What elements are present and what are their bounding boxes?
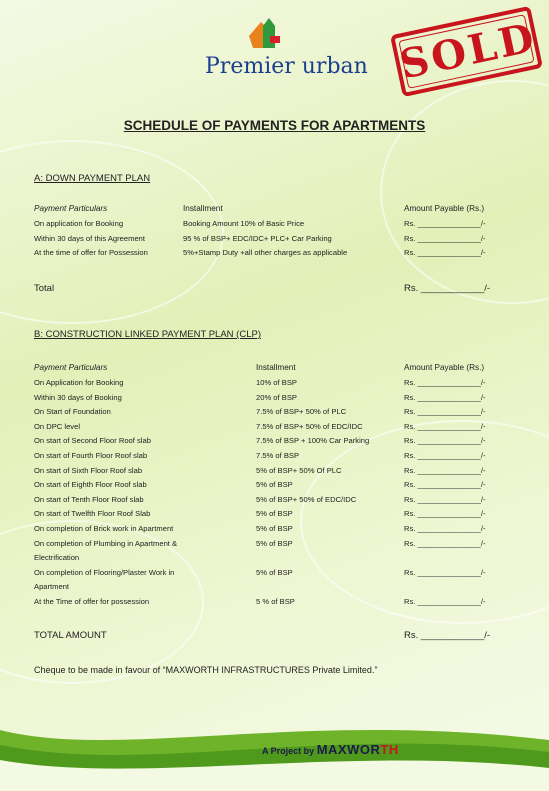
background-swirl	[0, 140, 224, 324]
particulars-cell: At the Time of offer for possession	[34, 597, 150, 606]
installment-cell: 5% of BSP+ 50% of EDC/IDC	[256, 494, 357, 504]
installment-cell: Installment	[256, 363, 296, 372]
amount-cell: Rs. _______________/-	[404, 524, 486, 533]
installment-cell: 5%+Stamp Duty +all other charges as applicable	[183, 248, 348, 257]
installment-cell: 5% of BSP	[256, 524, 293, 533]
amount-cell: Rs. _______________/-	[404, 451, 486, 460]
installment-cell: 20% of BSP	[256, 392, 297, 402]
sold-stamp: SOLD	[390, 6, 543, 97]
footer-brand	[262, 742, 399, 757]
amount-cell: Rs. _______________/-	[404, 378, 486, 387]
particulars-cell: On start of Tenth Floor Roof slab	[34, 494, 144, 504]
clp-heading: B: CONSTRUCTION LINKED PAYMENT PLAN (CLP)	[34, 329, 261, 340]
amount-cell: Rs. _______________/-	[404, 219, 486, 228]
installment-cell: 95 % of BSP+ EDC/IDC+ PLC+ Car Parking	[183, 233, 332, 243]
installment-cell: 7.5% of BSP + 100% Car Parking	[256, 436, 370, 446]
installment-cell: 5% of BSP+ 50% Of PLC	[256, 465, 342, 475]
particulars-cell: On Start of Foundation	[34, 407, 111, 417]
amount-cell: Amount Payable (Rs.)	[404, 204, 485, 213]
particulars-cell: At the time of offer for Possession	[34, 248, 148, 257]
installment-cell: 7.5% of BSP+ 50% of PLC	[256, 407, 347, 417]
amount-cell: Rs. _______________/-	[404, 436, 486, 446]
particulars-cell: On start of Second Floor Roof slab	[34, 436, 151, 446]
amount-cell: Rs. _______________/-	[404, 465, 486, 475]
logo-text: Premier urban	[205, 54, 368, 79]
amount-cell: Rs. _______________/-	[404, 233, 486, 243]
particulars-cell: On start of Twelfth Floor Roof Slab	[34, 509, 151, 519]
total-label: Total	[34, 283, 55, 294]
total-label: TOTAL AMOUNT	[34, 630, 107, 641]
amount-cell: Rs. _______________/-	[404, 597, 486, 606]
amount-cell: Rs. _______________/-	[404, 392, 486, 402]
installment-cell: Booking Amount 10% of Basic Price	[183, 219, 305, 228]
installment-cell: 5% of BSP	[256, 509, 293, 519]
amount-cell: Rs. _______________/-	[404, 407, 486, 417]
particulars-cell: On completion of Plumbing in Apartment &	[34, 538, 178, 548]
particulars-cell: Electrification	[34, 553, 80, 563]
installment-cell: 10% of BSP	[256, 378, 297, 387]
installment-cell: 7.5% of BSP+ 50% of EDC/IDC	[256, 421, 363, 431]
down-payment-heading: A: DOWN PAYMENT PLAN	[34, 173, 151, 184]
maxworth-logo: MAXWORTH	[316, 742, 399, 757]
installment-cell: 5% of BSP	[256, 538, 293, 548]
total-value: Rs. ____________/-	[404, 630, 491, 641]
particulars-cell: On application for Booking	[34, 219, 124, 228]
amount-cell: Rs. _______________/-	[404, 538, 486, 548]
particulars-cell: On completion of Flooring/Plaster Work in	[34, 567, 175, 577]
background-swirl	[380, 80, 549, 304]
total-value: Rs. ____________/-	[404, 283, 491, 294]
installment-cell: 7.5% of BSP	[256, 451, 300, 460]
installment-cell: 5% of BSP	[256, 567, 293, 577]
particulars-cell: Within 30 days of this Agreement	[34, 233, 146, 243]
cheque-note: Cheque to be made in favour of “MAXWORTH INFRASTRUCTURES Private Limited.”	[34, 665, 378, 675]
particulars-cell: Apartment	[34, 582, 70, 592]
particulars-cell: Payment Particulars	[34, 204, 108, 213]
amount-cell: Rs. _______________/-	[404, 421, 486, 431]
installment-cell: 5 % of BSP	[256, 597, 295, 606]
amount-cell: Rs. _______________/-	[404, 494, 486, 504]
logo-house-icon	[245, 14, 285, 54]
page-title: SCHEDULE OF PAYMENTS FOR APARTMENTS	[123, 118, 426, 133]
footer-prefix: A Project by	[262, 746, 315, 756]
amount-cell: Rs. _______________/-	[404, 509, 486, 519]
particulars-cell: On start of Fourth Floor Roof slab	[34, 451, 148, 460]
installment-cell: Installment	[183, 204, 223, 213]
particulars-cell: On start of Eighth Floor Roof slab	[34, 480, 147, 490]
particulars-cell: Payment Particulars	[34, 363, 108, 372]
particulars-cell: On start of Sixth Floor Roof slab	[34, 465, 143, 475]
particulars-cell: Within 30 days of Booking	[34, 392, 122, 402]
particulars-cell: On Application for Booking	[34, 378, 124, 387]
particulars-cell: On DPC level	[34, 421, 81, 431]
amount-cell: Amount Payable (Rs.)	[404, 363, 485, 372]
particulars-cell: On completion of Brick work in Apartment	[34, 524, 174, 533]
footer-wave	[0, 690, 549, 791]
amount-cell: Rs. _______________/-	[404, 248, 486, 257]
installment-cell: 5% of BSP	[256, 480, 293, 490]
amount-cell: Rs. _______________/-	[404, 567, 486, 577]
amount-cell: Rs. _______________/-	[404, 480, 486, 490]
